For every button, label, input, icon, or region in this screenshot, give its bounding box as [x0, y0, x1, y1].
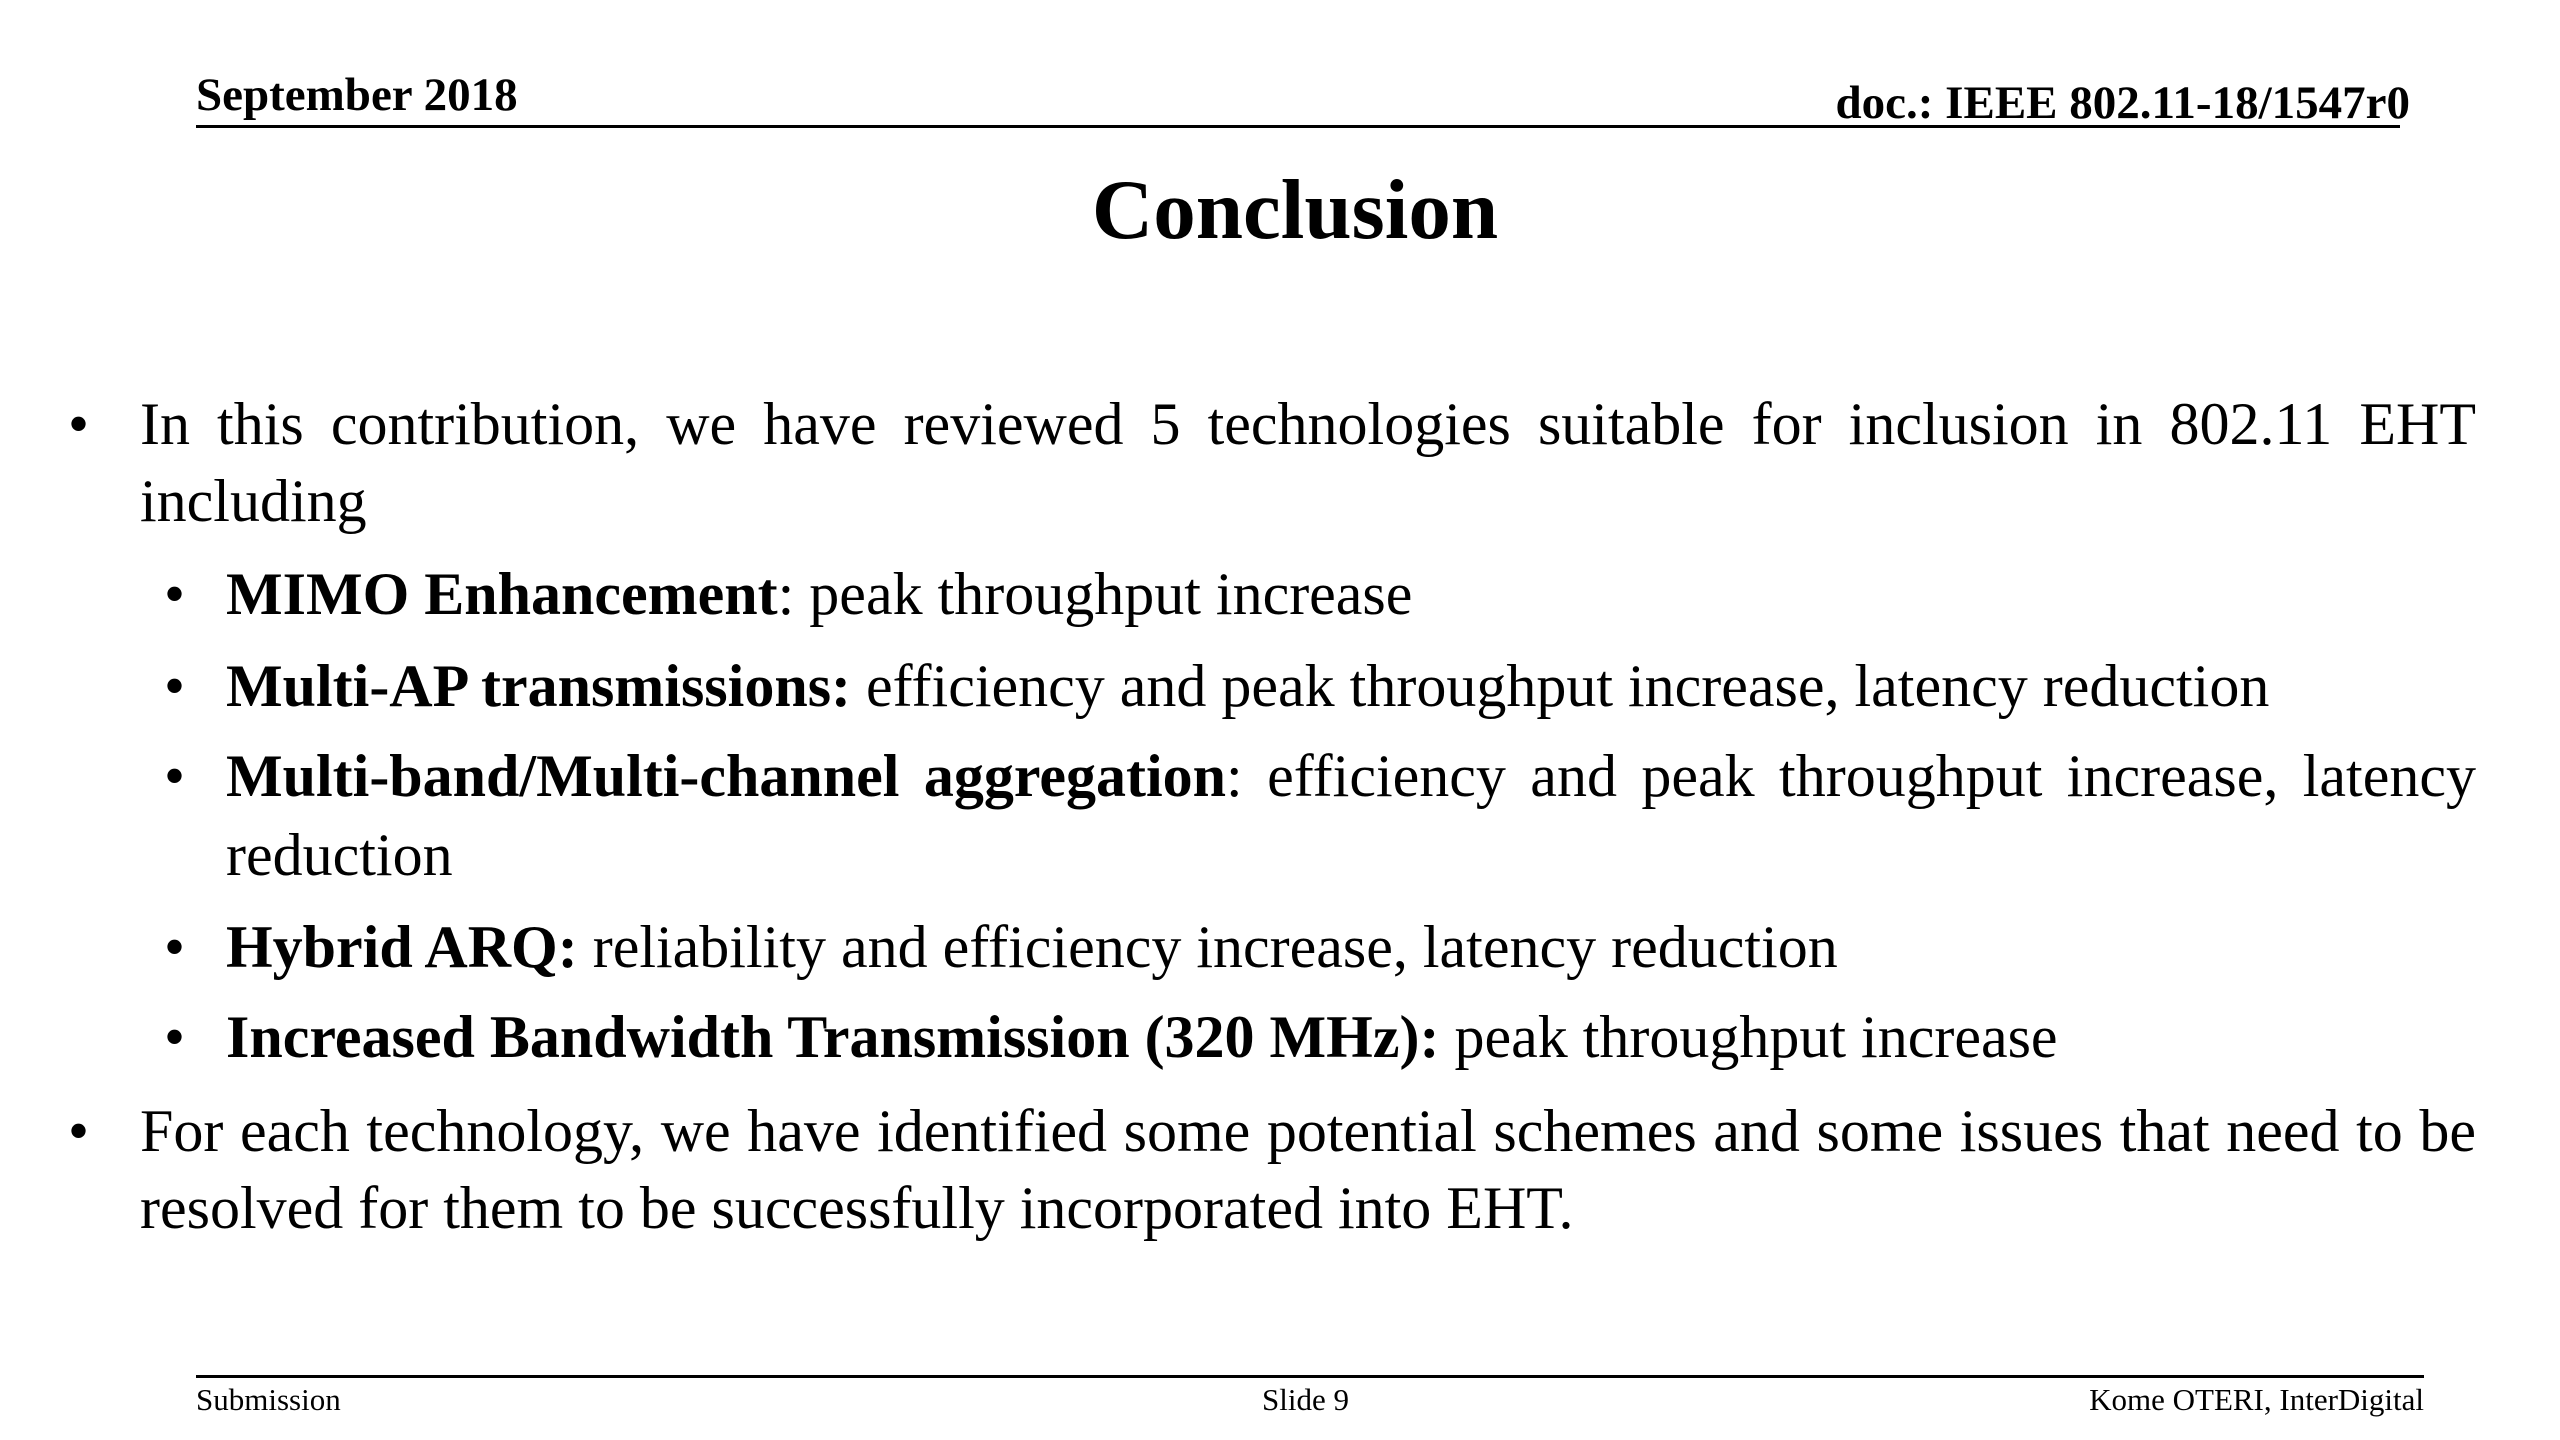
sub-bullet-text: reliability and efficiency increase, latency reduction	[577, 914, 1838, 980]
footer-submission: Submission	[196, 1382, 341, 1417]
footer-slide-number: Slide 9	[1262, 1382, 1349, 1417]
bullet-dot-icon: •	[164, 561, 186, 627]
sub-bullet-text: efficiency and peak throughput increase, latency reduction	[851, 653, 2270, 719]
bullet-dot-icon: •	[164, 914, 186, 980]
sub-bullet-item	[164, 998, 2476, 1077]
bullet-dot-icon: •	[164, 653, 186, 719]
sub-bullet-heading: Multi-band/Multi-channel aggregation	[226, 743, 1227, 809]
sub-bullet-item	[164, 647, 2476, 726]
footer-author: Kome OTERI, InterDigital	[2089, 1382, 2424, 1417]
sub-bullet-heading: Multi-AP transmissions:	[226, 653, 852, 719]
sub-bullet-text: : efficiency and peak throughput increase, latency reduction	[226, 743, 2476, 888]
bullet-dot-icon: •	[68, 1098, 90, 1164]
footer-divider	[196, 1375, 2424, 1378]
header-date: September 2018	[196, 69, 518, 121]
slide-title: Conclusion	[1091, 163, 1499, 257]
sub-bullet-text: peak throughput increase	[1439, 1004, 2058, 1070]
sub-bullet-item	[164, 555, 2476, 634]
header-divider	[196, 125, 2400, 128]
bullet-item	[68, 386, 2476, 540]
header-doc-id: doc.: IEEE 802.11-18/1547r0	[1835, 77, 2410, 129]
bullet-text: For each technology, we have identified some potential schemes and some issues that need to be resolved for them to be successfully incorporated into EHT.	[140, 1098, 2476, 1241]
bullet-dot-icon: •	[164, 743, 186, 809]
bullet-text: In this contribution, we have reviewed 5 technologies suitable for inclusion in 802.11 EHT including	[140, 391, 2476, 534]
sub-bullet-item	[164, 737, 2476, 895]
sub-bullet-item	[164, 908, 2476, 987]
sub-bullet-text: : peak throughput increase	[777, 561, 1413, 627]
bullet-item	[68, 1093, 2476, 1247]
sub-bullet-heading: Hybrid ARQ:	[226, 914, 578, 980]
sub-bullet-heading: Increased Bandwidth Transmission (320 MHz):	[226, 1004, 1440, 1070]
bullet-dot-icon: •	[164, 1004, 186, 1070]
bullet-dot-icon: •	[68, 391, 90, 457]
sub-bullet-heading: MIMO Enhancement	[226, 561, 778, 627]
